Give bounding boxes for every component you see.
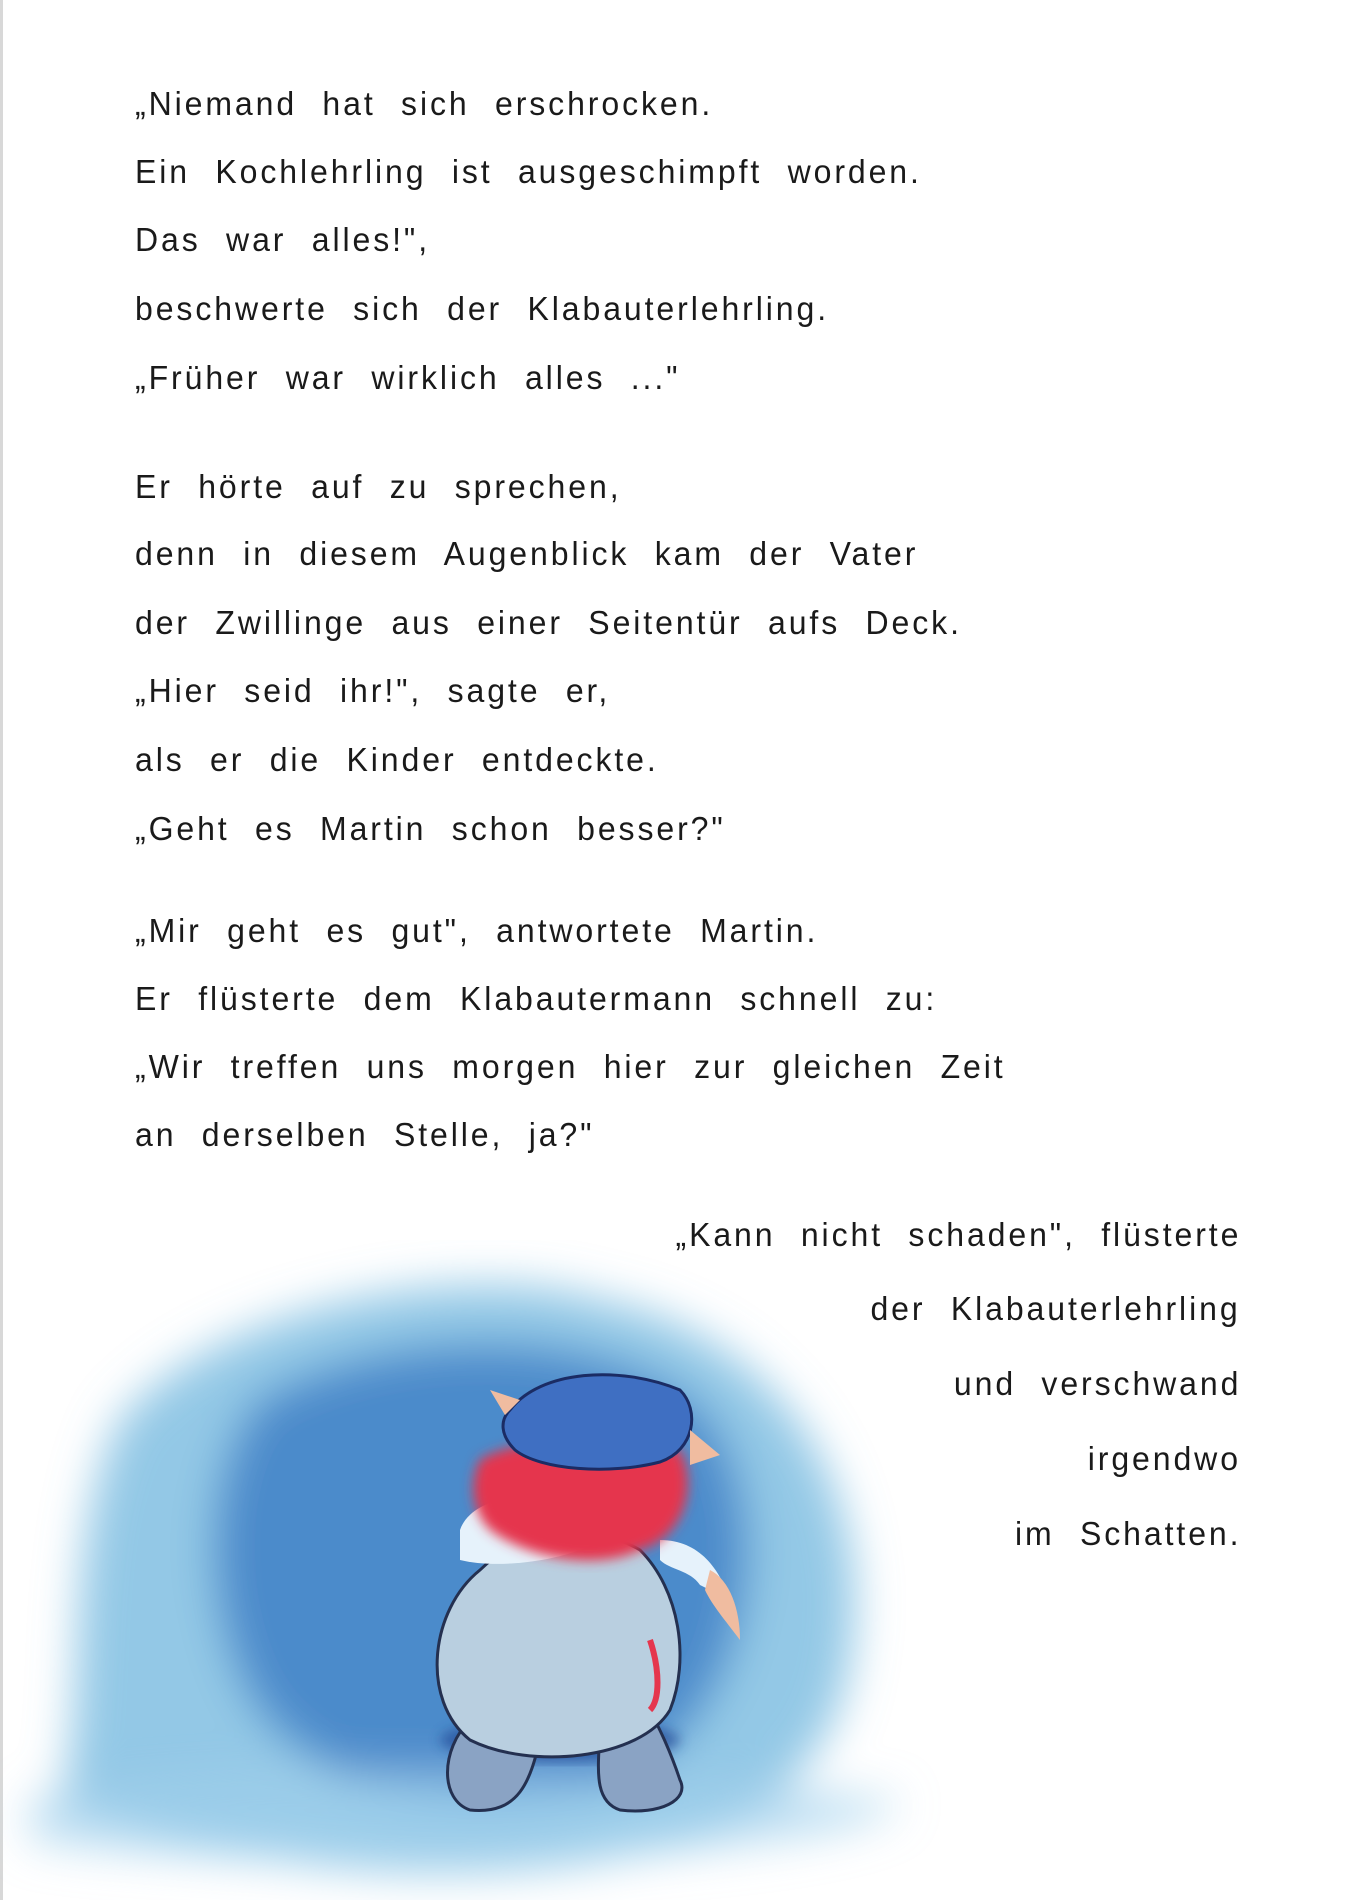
text-line: „Wir treffen uns morgen hier zur gleichen Zeit	[135, 1048, 1006, 1085]
text-line: „Mir geht es gut", antwortete Martin.	[135, 912, 819, 949]
text-line: denn in diesem Augenblick kam der Vater	[135, 535, 919, 572]
text-line: als er die Kinder entdeckte.	[135, 741, 659, 778]
text-line: im Schatten.	[1014, 1515, 1241, 1552]
text-line: Er hörte auf zu sprechen,	[135, 468, 622, 505]
text-line: beschwerte sich der Klabauterlehrling.	[135, 290, 830, 327]
text-line: „Früher war wirklich alles ..."	[135, 359, 681, 396]
text-line: Ein Kochlehrling ist ausgeschimpft worden.	[135, 153, 922, 190]
text-line: der Klabauterlehrling	[870, 1290, 1241, 1327]
text-line: an derselben Stelle, ja?"	[135, 1116, 595, 1153]
klabauter-illustration	[0, 1240, 960, 1900]
text-line: „Hier seid ihr!", sagte er,	[135, 672, 611, 709]
text-line: und verschwand	[953, 1365, 1241, 1402]
text-line: irgendwo	[1087, 1440, 1241, 1477]
text-line: „Kann nicht schaden", flüsterte	[675, 1216, 1241, 1253]
text-line: der Zwillinge aus einer Seitentür aufs Deck.	[135, 604, 962, 641]
text-line: „Niemand hat sich erschrocken.	[135, 85, 714, 122]
text-line: Er flüsterte dem Klabautermann schnell zu:	[135, 980, 938, 1017]
text-line: Das war alles!",	[135, 221, 431, 258]
text-line: „Geht es Martin schon besser?"	[135, 810, 726, 847]
